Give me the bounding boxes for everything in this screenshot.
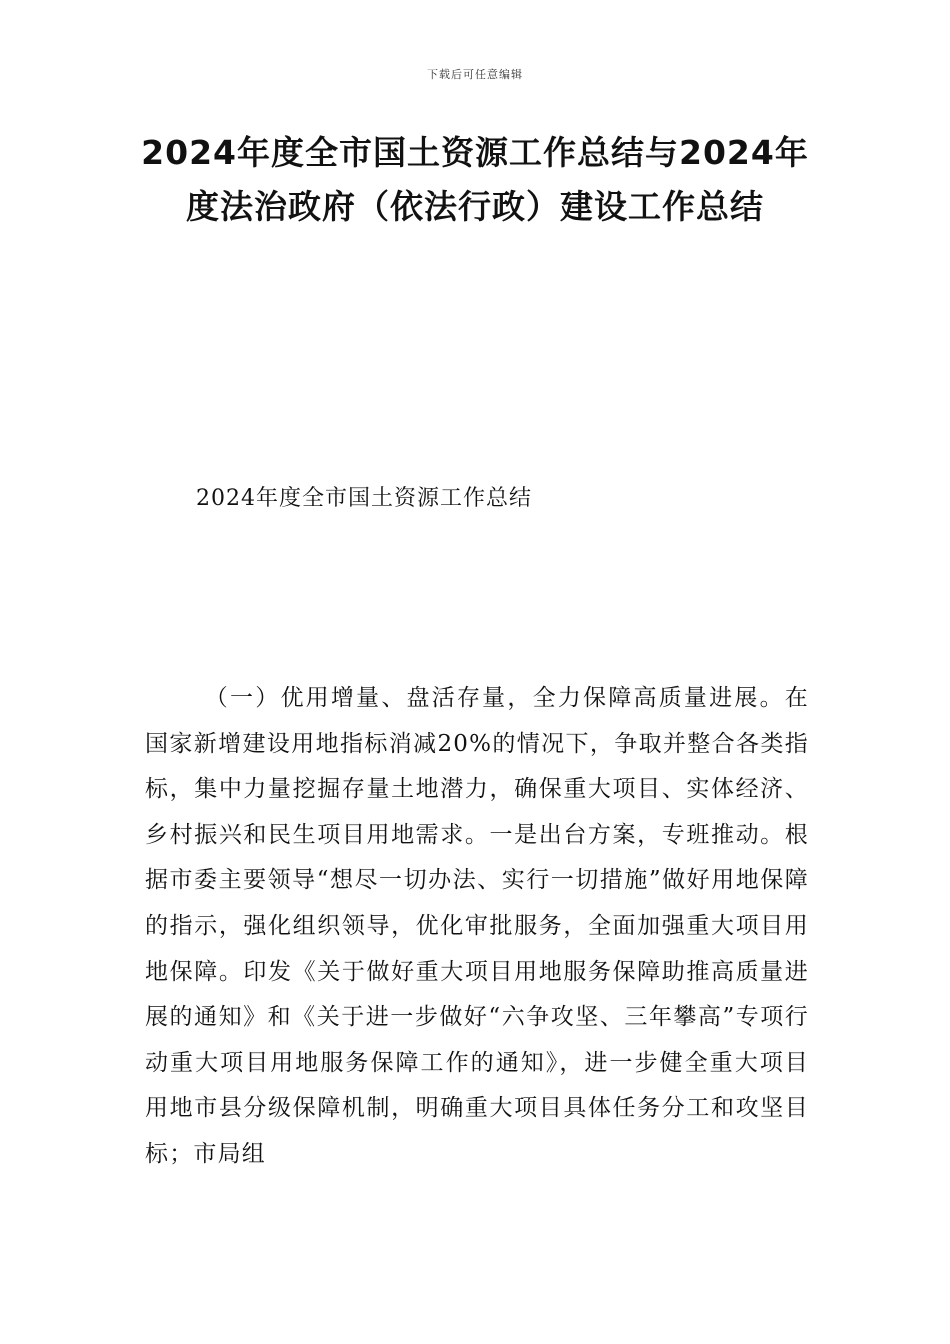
document-title-line-2: 度法治政府（依法行政）建设工作总结: [186, 187, 764, 226]
header-note: 下载后可任意编辑: [427, 68, 523, 81]
body-paragraph: （一）优用增量、盘活存量，全力保障高质量进展。在国家新增建设用地指标消减20%的情况下，争取并整合各类指标，集中力量挖掘存量土地潜力，确保重大项目、实体经济、乡村振兴和民生项目用地需求。一是出台方案，专班推动。根据市委主要领导“想尽一切办法、实行一切措施”做好用地保障的指示，强化组织领导，优化审批服务，全面加强重大项目用地保障。印发《关于做好重大项目用地服务保障助推高质量进展的通知》和《关于进一步做好“六争攻坚、三年攀高”专项行动重大项目用地服务保障工作的通知》，进一步健全重大项目用地市县分级保障机制，明确重大项目具体任务分工和攻坚目标；市局组: [145, 685, 809, 1167]
document-title-line-1: 2024年度全市国土资源工作总结与2024年: [141, 133, 809, 172]
section-heading: 2024年度全市国土资源工作总结: [196, 486, 532, 511]
document-title: [120, 126, 830, 234]
